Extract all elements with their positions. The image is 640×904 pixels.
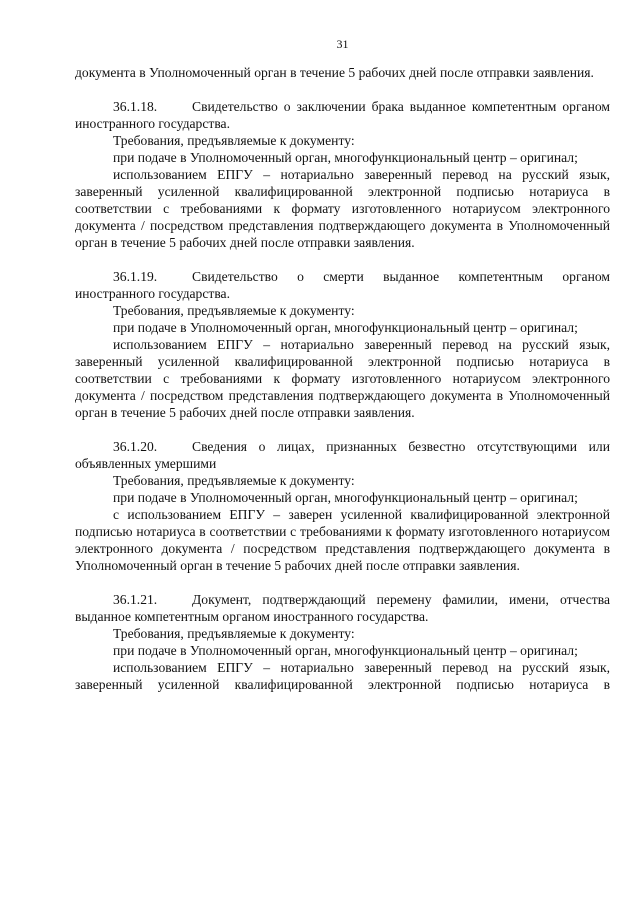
section-title-text: Свидетельство о заключении брака выданное компетентным органом иностранного государства. [75,99,610,131]
section-number: 36.1.19. [113,269,158,284]
section-36-1-21 [75,591,610,693]
section-title [75,438,610,472]
section-number: 36.1.21. [113,592,158,607]
requirement-item: с использованием ЕПГУ – заверен усиленной квалифицированной электронной подписью нотариуса в соответствии с требованиями к формату изготовленного нотариусом электронного документа / посредством представления подтверждающего документа в Уполномоченный орган в течение 5 рабочих дней после отправки заявления. [75,507,610,573]
section-title [75,591,610,625]
requirements-label: Требования, предъявляемые к документу: [113,473,355,488]
intro-paragraph: документа в Уполномоченный орган в течение 5 рабочих дней после отправки заявления. [75,65,594,80]
requirement-item: использованием ЕПГУ – нотариально заверенный перевод на русский язык, заверенный усиленной квалифицированной электронной подписью нотариуса в [75,660,610,692]
document-body [75,64,610,693]
section-number: 36.1.18. [113,99,158,114]
requirements-label: Требования, предъявляемые к документу: [113,133,355,148]
section-number: 36.1.20. [113,439,158,454]
requirement-item: использованием ЕПГУ – нотариально заверенный перевод на русский язык, заверенный усиленной квалифицированной электронной подписью нотариуса в соответствии с требованиями к формату изготовленного нотариусом электронного документа / посредством представления подтверждающего документа в Уполномоченный орган в течение 5 рабочих дней после отправки заявления. [75,167,610,250]
requirements-label: Требования, предъявляемые к документу: [113,303,355,318]
requirement-item: при подаче в Уполномоченный орган, многофункциональный центр – оригинал; [113,490,578,505]
section-36-1-20 [75,438,610,574]
requirements-label: Требования, предъявляемые к документу: [113,626,355,641]
section-36-1-18 [75,98,610,251]
section-title [75,98,610,132]
section-title-text: Документ, подтверждающий перемену фамилии, имени, отчества выданное компетентным органом иностранного государства. [75,592,610,624]
page-number: 31 [336,37,349,51]
section-36-1-19 [75,268,610,421]
section-title-text: Свидетельство о смерти выданное компетентным органом иностранного государства. [75,269,610,301]
requirement-item: при подаче в Уполномоченный орган, многофункциональный центр – оригинал; [113,150,578,165]
section-title [75,268,610,302]
requirement-item: при подаче в Уполномоченный орган, многофункциональный центр – оригинал; [113,643,578,658]
section-title-text: Сведения о лицах, признанных безвестно отсутствующими или объявленных умершими [75,439,610,471]
requirement-item: использованием ЕПГУ – нотариально заверенный перевод на русский язык, заверенный усиленной квалифицированной электронной подписью нотариуса в соответствии с требованиями к формату изготовленного нотариусом электронного документа / посредством представления подтверждающего документа в Уполномоченный орган в течение 5 рабочих дней после отправки заявления. [75,337,610,420]
requirement-item: при подаче в Уполномоченный орган, многофункциональный центр – оригинал; [113,320,578,335]
